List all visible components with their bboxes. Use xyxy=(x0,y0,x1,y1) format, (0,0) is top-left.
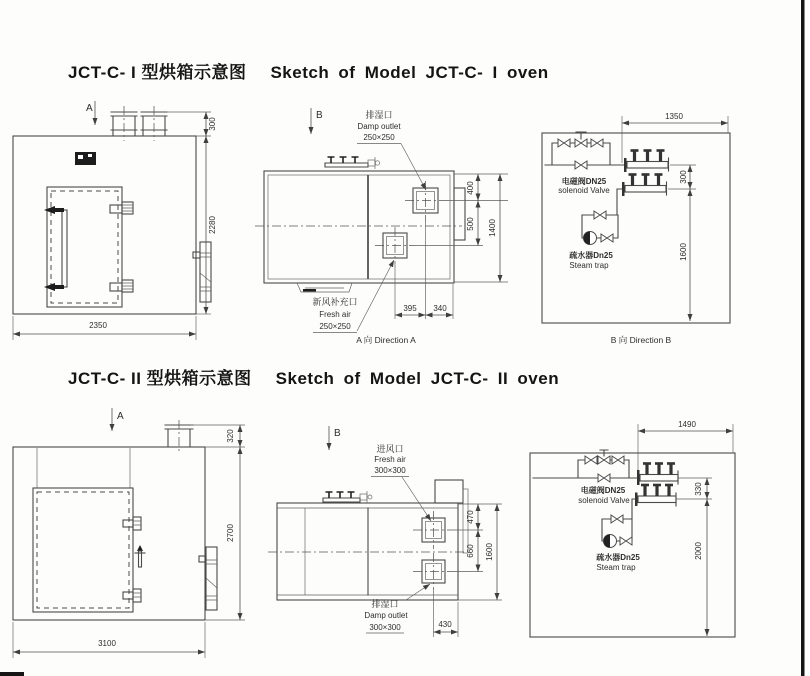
side-duct xyxy=(454,188,465,240)
model2-plan-view xyxy=(268,426,502,637)
dim-1350 xyxy=(622,112,728,163)
dim-1400-text: 1400 xyxy=(488,219,497,237)
damp-outlet-cn: 排湿口 xyxy=(371,599,399,609)
dim-body-width-text: 3100 xyxy=(98,639,116,648)
fresh-air-opening xyxy=(375,227,416,264)
dim-vent-height-text: 320 xyxy=(226,429,235,443)
steam-trap-loop xyxy=(582,211,618,245)
plan-caption: A 向 Direction A xyxy=(356,335,416,345)
fresh-air-cn: 进风口 xyxy=(376,444,404,454)
door-latch-top xyxy=(110,202,133,214)
oven-body-outline xyxy=(13,136,196,314)
scan-edge-right xyxy=(801,0,805,676)
dim-1490-text: 1490 xyxy=(678,420,696,429)
damp-outlet-label xyxy=(364,584,430,633)
dim-1600-text: 1600 xyxy=(485,543,494,561)
heater-manifold-2 xyxy=(632,484,676,519)
fresh-air-label xyxy=(312,260,394,333)
section-arrow-b xyxy=(329,426,341,450)
heater-manifold-1 xyxy=(624,149,669,172)
leader-line xyxy=(402,477,431,521)
brand-plate xyxy=(75,152,96,165)
heater-manifold-1 xyxy=(637,462,678,485)
model1-front-view xyxy=(13,101,217,340)
valve-icon xyxy=(612,456,624,464)
dim-vent-height-text: 300 xyxy=(208,117,217,131)
section-arrow-a xyxy=(86,101,95,125)
door-hinge-bottom xyxy=(123,589,141,602)
fresh-air-en: Fresh air xyxy=(319,310,351,319)
section-arrow-b xyxy=(311,108,323,134)
damp-outlet-cn: 排湿口 xyxy=(365,110,393,120)
model2-piping-diagram xyxy=(530,420,735,637)
model1-plan-view xyxy=(255,108,508,345)
solenoid-label-en: solenoid Valve xyxy=(578,496,630,505)
damp-outlet-size: 250×250 xyxy=(363,133,395,142)
dim-430-text: 430 xyxy=(438,620,452,629)
steam-trap-loop xyxy=(602,515,632,548)
dim-height-2000 xyxy=(694,499,707,636)
door-latch-bottom xyxy=(110,280,133,292)
dim-vent-height xyxy=(190,425,245,447)
damp-outlet-opening xyxy=(413,553,456,590)
oven-plan-inner xyxy=(268,175,450,279)
dim-body-width xyxy=(13,316,196,340)
dim-660-text: 660 xyxy=(466,544,475,558)
model1-piping-diagram xyxy=(542,112,730,345)
damp-outlet-en: Damp outlet xyxy=(357,122,401,131)
fresh-air-size: 250×250 xyxy=(319,322,351,331)
dim-395-text: 395 xyxy=(403,304,417,313)
dim-300-text: 300 xyxy=(679,170,688,184)
steam-trap-label-cn: 疏水器Dn25 xyxy=(569,251,613,260)
scan-edge-bottom-left xyxy=(0,672,24,676)
valve-icon xyxy=(591,139,603,147)
roof-fittings xyxy=(323,491,372,503)
right-dimensions xyxy=(416,174,508,282)
solenoid-label xyxy=(578,485,630,505)
dim-vent-height xyxy=(167,112,217,136)
solenoid-valve-icon xyxy=(575,139,587,147)
solenoid-label-cn: 电磁阀DN25 xyxy=(580,486,626,495)
dim-470-text: 470 xyxy=(466,510,475,524)
dim-500-text: 500 xyxy=(466,217,475,231)
solenoid-label-cn: 电磁阀DN25 xyxy=(561,177,607,186)
oven-door xyxy=(33,488,133,612)
damp-outlet-size: 300×300 xyxy=(369,623,401,632)
fresh-air-opening xyxy=(413,511,456,549)
damp-outlet-opening xyxy=(405,181,448,222)
section-arrow-a-label: A xyxy=(117,411,124,422)
dim-1600-text: 1600 xyxy=(679,243,688,261)
oven-body-outline xyxy=(13,447,205,620)
dim-1490 xyxy=(638,420,733,475)
dim-body-width-text: 2350 xyxy=(89,321,107,330)
title-model-2-cn: JCT-C- II 型烘箱示意图 xyxy=(68,369,252,388)
valve-icon xyxy=(558,139,570,147)
valve-icon xyxy=(620,537,632,545)
dim-340-text: 340 xyxy=(433,304,447,313)
fresh-air-cn: 新风补充口 xyxy=(312,297,358,307)
valve-icon xyxy=(575,161,587,169)
steam-supply-line xyxy=(533,450,638,482)
inner-chamber-lines xyxy=(37,448,130,488)
fresh-air-label xyxy=(371,443,431,521)
section-arrow-b-label: B xyxy=(334,428,341,439)
section-arrow-a xyxy=(112,408,124,431)
dim-body-height-text: 2700 xyxy=(226,524,235,542)
fresh-air-size: 300×300 xyxy=(374,466,406,475)
title-model-1-cn: JCT-C- I 型烘箱示意图 xyxy=(68,63,247,82)
leader-line xyxy=(406,584,430,600)
side-bracket xyxy=(199,547,217,610)
dim-400-text: 400 xyxy=(466,181,475,195)
dim-1350-text: 1350 xyxy=(665,112,683,121)
corner-duct xyxy=(435,480,463,503)
dim-body-height xyxy=(205,447,245,620)
dim-body-height-text: 2280 xyxy=(208,216,217,234)
leader-line xyxy=(401,144,426,191)
dim-height-1600 xyxy=(679,189,690,321)
heater-manifold-2 xyxy=(617,173,667,215)
title-model-1-en: Sketch of Model JCT-C- I oven xyxy=(270,63,549,82)
dim-330-text: 330 xyxy=(694,482,703,496)
dim-body-width xyxy=(13,622,205,658)
solenoid-valve-icon xyxy=(598,456,610,464)
valve-icon xyxy=(594,211,606,219)
dim-gap-330 xyxy=(676,478,712,499)
steam-trap-label-cn: 疏水器Dn25 xyxy=(596,553,640,562)
steam-trap-label-en: Steam trap xyxy=(596,563,636,572)
dim-gap-300 xyxy=(668,165,696,189)
leader-line xyxy=(357,260,394,331)
steam-trap-label-en: Steam trap xyxy=(569,261,609,270)
valve-icon xyxy=(598,474,610,482)
door-frame-plan xyxy=(297,283,352,292)
roof-fittings xyxy=(325,157,380,169)
steam-trap-label xyxy=(596,552,640,572)
fresh-air-en: Fresh air xyxy=(374,455,406,464)
dim-430 xyxy=(434,590,459,637)
title-model-2-en: Sketch of Model JCT-C- II oven xyxy=(275,369,560,388)
piping-caption: B 向 Direction B xyxy=(610,335,672,345)
steam-trap-icon xyxy=(604,535,617,548)
door-handle xyxy=(135,545,145,567)
solenoid-label xyxy=(558,176,610,195)
valve-icon xyxy=(601,234,613,242)
section-arrow-b-label: B xyxy=(316,110,323,121)
dim-2000-text: 2000 xyxy=(694,542,703,560)
steam-supply-line xyxy=(545,132,625,169)
steam-trap-label xyxy=(569,250,613,270)
solenoid-label-en: solenoid Valve xyxy=(558,186,610,195)
valve-icon xyxy=(585,456,597,464)
model2-front-view xyxy=(13,408,245,658)
damp-outlet-en: Damp outlet xyxy=(364,611,408,620)
door-hinge-top xyxy=(123,517,141,530)
section-arrow-a-label: A xyxy=(86,103,93,114)
steam-trap-icon xyxy=(584,232,597,245)
valve-icon xyxy=(611,515,623,523)
